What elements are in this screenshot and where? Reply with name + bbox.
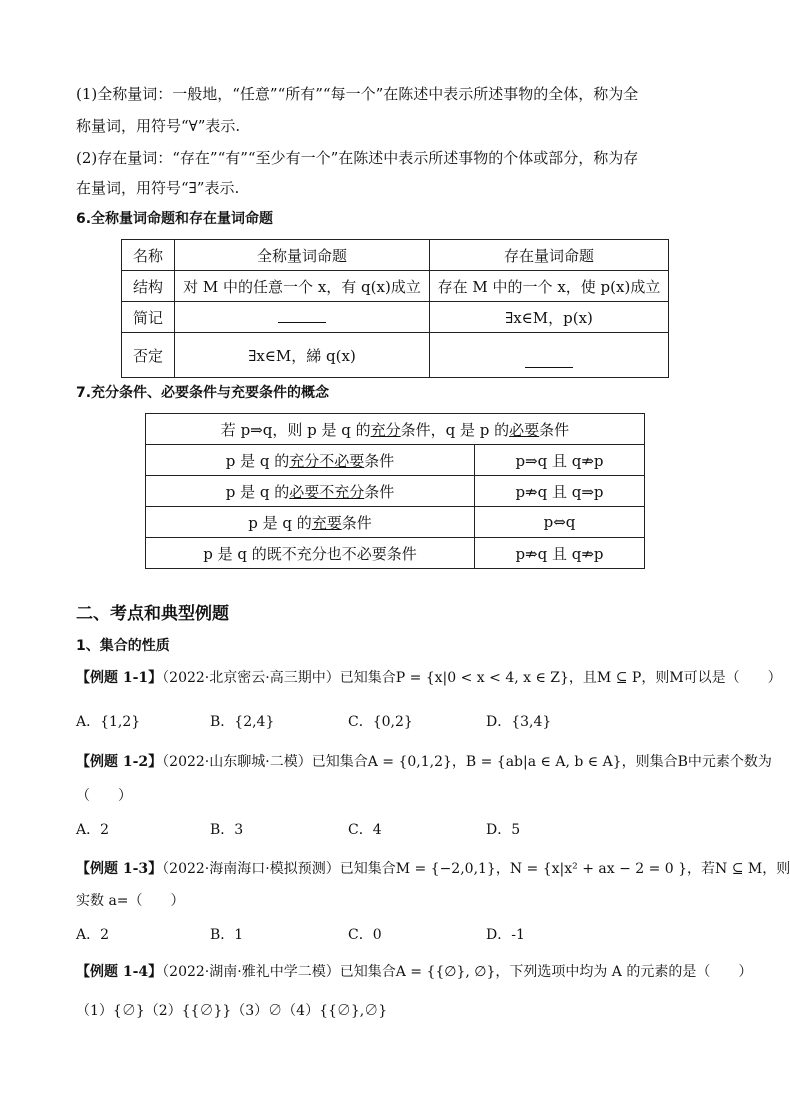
intro-line-3: (2)存在量词：“存在”“有”“至少有一个”在陈述中表示所述事物的个体或部分，称为存 <box>76 149 639 167</box>
header-text: 条件 <box>539 420 570 439</box>
quantifier-table <box>121 239 669 378</box>
part-2-subtitle: 1、集合的性质 <box>76 638 170 654</box>
table-row <box>146 414 645 445</box>
example-tag: 【例题 1-4】 <box>76 964 163 980</box>
table-cell <box>146 476 475 507</box>
fill-blank <box>525 353 573 368</box>
table-header-cell <box>146 414 645 445</box>
option-b[interactable]: B．{2,4} <box>210 714 275 730</box>
cell-underlined: 充分不必要 <box>289 451 365 470</box>
table-cell: 对 M 中的任意一个 x，有 q(x)成立 <box>175 271 430 302</box>
table-cell: ∃x∈M，p(x) <box>430 302 669 333</box>
example-text: （2022·湖南·雅礼中学二模）已知集合A = {{∅}, ∅}，下列选项中均为 A 的元素的是（ ） <box>162 964 753 980</box>
cell-text: p 是 q 的 <box>225 482 290 501</box>
option-a[interactable]: A．2 <box>76 822 110 838</box>
option-b[interactable]: B．1 <box>210 927 244 943</box>
option-d[interactable]: D．-1 <box>486 927 525 943</box>
table-cell: p⇏q 且 q⇏p <box>475 538 645 569</box>
intro-line-1: (1)全称量词：一般地，“任意”“所有”“每一个”在陈述中表示所述事物的全体，称为全 <box>76 85 639 103</box>
table-cell: 否定 <box>122 333 175 378</box>
table-cell: 结构 <box>122 271 175 302</box>
table-cell-blank <box>175 302 430 333</box>
header-underlined: 必要 <box>509 420 540 439</box>
table-row <box>122 271 669 302</box>
example-1-3 <box>76 859 790 879</box>
table-row <box>122 333 669 378</box>
example-1-3-cont: 实数 a=（ ） <box>76 893 185 909</box>
table-cell: ∃x∈M，綈 q(x) <box>175 333 430 378</box>
example-text: （2022·海南海口·模拟预测）已知集合M = {−2,0,1}，N = {x|x² + ax − 2 = 0 }，若N ⊆ M，则 <box>162 861 790 877</box>
section-6-title: 6.全称量词命题和存在量词命题 <box>76 211 274 227</box>
option-a[interactable]: A．{1,2} <box>76 714 141 730</box>
cell-text: p 是 q 的 <box>248 513 312 532</box>
option-c[interactable]: C．0 <box>348 927 382 943</box>
option-c[interactable]: C．{0,2} <box>348 714 413 730</box>
example-1-2-cont: （ ） <box>76 788 132 804</box>
part-2-title: 二、考点和典型例题 <box>76 604 229 624</box>
option-c[interactable]: C．4 <box>348 822 382 838</box>
table-cell <box>146 538 475 569</box>
example-tag: 【例题 1-2】 <box>76 754 163 770</box>
intro-line-2: 称量词，用符号“∀”表示. <box>76 117 241 135</box>
table-cell: 简记 <box>122 302 175 333</box>
option-d[interactable]: D．{3,4} <box>486 714 552 730</box>
example-tag: 【例题 1-1】 <box>76 670 163 686</box>
example-1-4-choices: （1）{∅}（2）{{∅}}（3）∅（4）{{∅},∅} <box>76 1003 388 1019</box>
table-cell <box>146 445 475 476</box>
example-text: （2022·山东聊城·二模）已知集合A = {0,1,2}，B = {ab|a ∈ A, b ∈ A}，则集合B中元素个数为 <box>162 754 772 770</box>
example-1-1 <box>76 668 782 688</box>
example-1-2 <box>76 752 772 772</box>
cell-text: 条件 <box>364 451 395 470</box>
intro-line-4: 在量词，用符号“∃”表示. <box>76 179 240 197</box>
cell-text: 条件 <box>364 482 395 501</box>
table-cell: 存在量词命题 <box>430 240 669 271</box>
option-d[interactable]: D．5 <box>486 822 521 838</box>
example-tag: 【例题 1-3】 <box>76 861 163 877</box>
example-1-4 <box>76 962 752 982</box>
table-cell: 存在 M 中的一个 x，使 p(x)成立 <box>430 271 669 302</box>
table-cell: 名称 <box>122 240 175 271</box>
table-row <box>146 476 645 507</box>
fill-blank <box>278 308 326 323</box>
table-cell: 全称量词命题 <box>175 240 430 271</box>
table-cell-blank <box>430 333 669 378</box>
cell-text: p 是 q 的既不充分也不必要条件 <box>203 544 417 563</box>
condition-table <box>145 413 645 569</box>
table-row <box>146 538 645 569</box>
table-row <box>146 445 645 476</box>
table-row <box>146 507 645 538</box>
header-underlined: 充分 <box>370 420 401 439</box>
option-b[interactable]: B．3 <box>210 822 244 838</box>
header-text: 若 p⇒q，则 p 是 q 的 <box>220 420 371 439</box>
table-cell: p⇔q <box>475 507 645 538</box>
table-cell <box>146 507 475 538</box>
header-text: 条件，q 是 p 的 <box>400 420 510 439</box>
table-row <box>122 240 669 271</box>
section-7-title: 7.充分条件、必要条件与充要条件的概念 <box>76 385 330 401</box>
table-row <box>122 302 669 333</box>
example-text: （2022·北京密云·高三期中）已知集合P = {x|0 < x < 4, x ∈ Z}，且M ⊆ P，则M可以是（ ） <box>162 670 782 686</box>
table-cell: p⇏q 且 q⇒p <box>475 476 645 507</box>
cell-text: 条件 <box>341 513 372 532</box>
option-a[interactable]: A．2 <box>76 927 110 943</box>
cell-text: p 是 q 的 <box>225 451 290 470</box>
cell-underlined: 必要不充分 <box>289 482 365 501</box>
cell-underlined: 充要 <box>311 513 342 532</box>
table-cell: p⇒q 且 q⇏p <box>475 445 645 476</box>
